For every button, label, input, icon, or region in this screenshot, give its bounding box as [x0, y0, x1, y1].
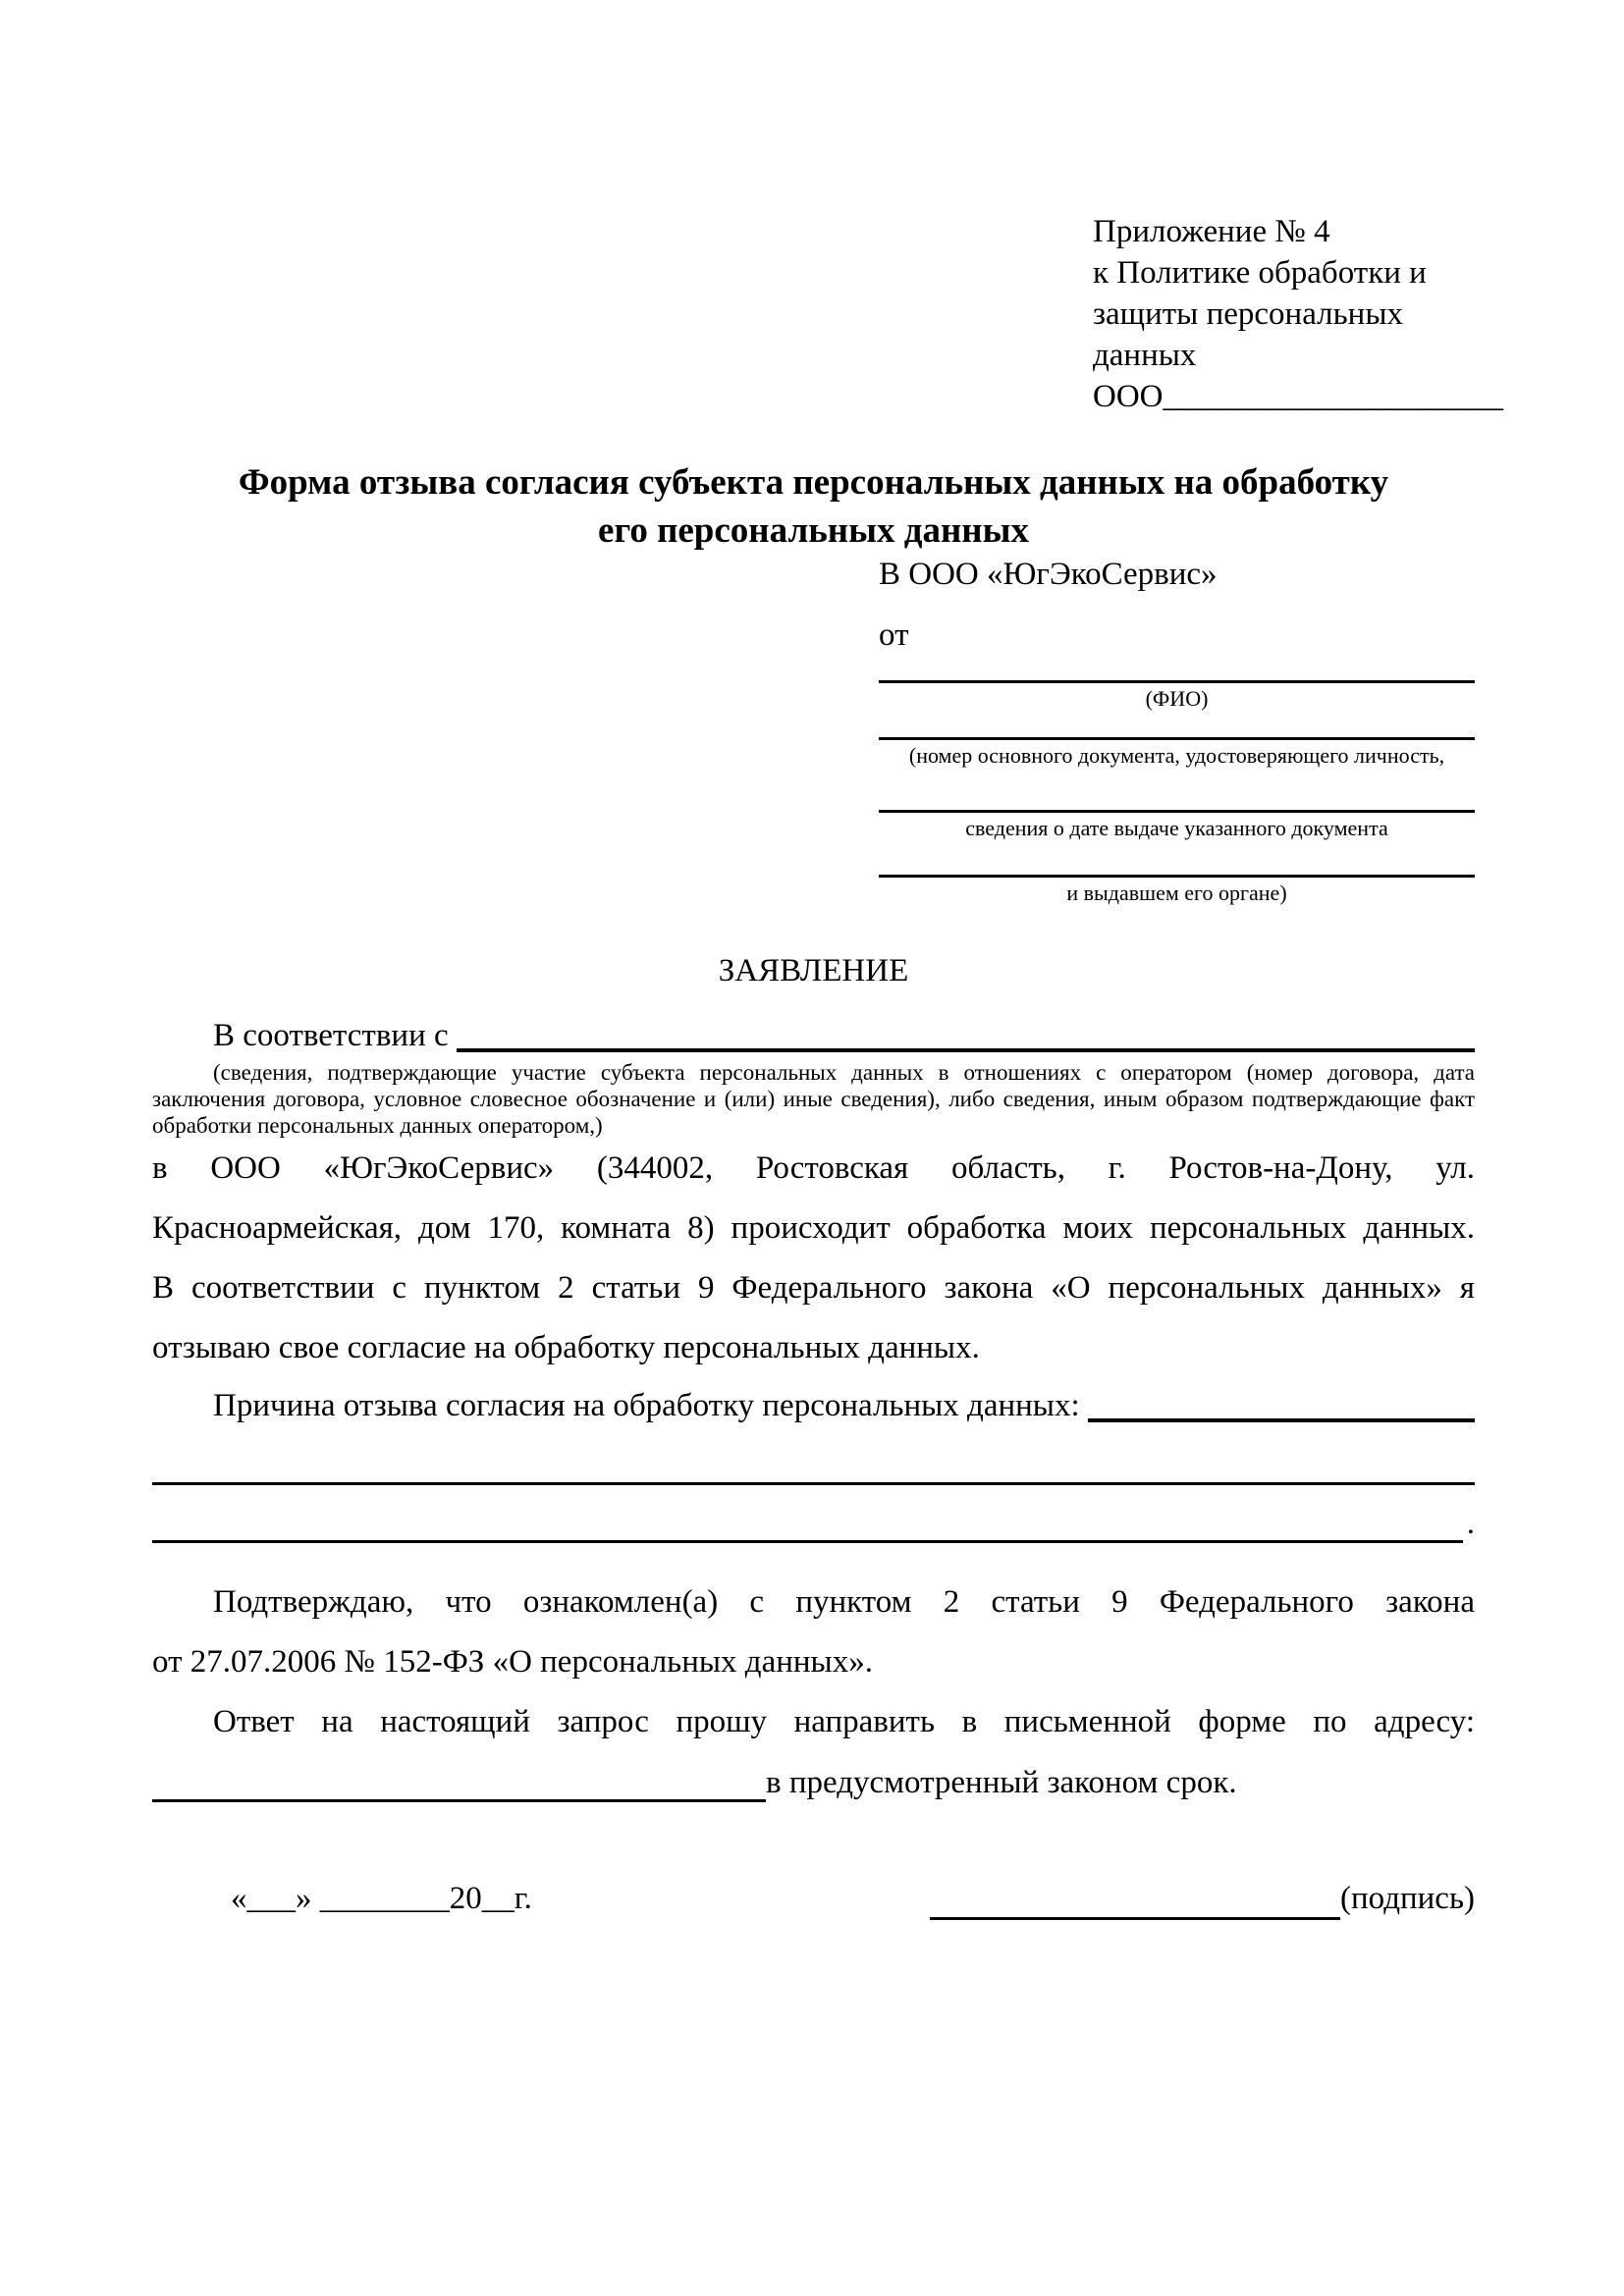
response-tail: в предусмотренный законом срок.	[766, 1765, 1237, 1800]
body-paragraph-line-4: отзываю свое согласие на обработку персональных данных.	[152, 1330, 980, 1365]
basis-note-line-1: (сведения, подтверждающие участие субъекта персональных данных в отношениях с оператором (номер договора, дата	[213, 1060, 1475, 1085]
body-paragraph	[152, 1139, 1475, 1378]
statement-heading: ЗАЯВЛЕНИЕ	[718, 953, 909, 988]
doc-date-field[interactable]	[879, 769, 1475, 813]
response-lead: Ответ на настоящий запрос прошу направить в письменной форме по адресу:	[213, 1704, 1475, 1739]
basis-lead: В соответствии с	[213, 1018, 449, 1053]
body-paragraph-line-2: Красноармейская, дом 170, комната 8) происходит обработка моих персональных данных.	[152, 1210, 1475, 1246]
reason-field-1[interactable]	[1088, 1384, 1475, 1422]
basis-field[interactable]	[457, 1014, 1475, 1052]
reason-field-3[interactable]	[152, 1485, 1463, 1543]
appendix-note	[1093, 211, 1503, 417]
confirm-line-1: Подтверждаю, что ознакомлен(а) с пунктом 2 статьи 9 Федерального закона	[213, 1584, 1475, 1620]
doc-number-caption: (номер основного документа, удостоверяющего личность,	[908, 743, 1445, 768]
response-paragraph	[152, 1692, 1475, 1814]
body-paragraph-line-3: В соответствии с пунктом 2 статьи 9 Федерального закона «О персональных данных» я	[152, 1270, 1475, 1306]
date-field[interactable]: «___» ________20__г.	[231, 1881, 532, 1916]
confirm-paragraph	[152, 1573, 1475, 1692]
ooo-blank-line[interactable]: ООО_____________________	[1093, 379, 1503, 414]
footer-row	[152, 1877, 1475, 1920]
appendix-note-line-1: Приложение № 4	[1093, 214, 1330, 249]
addressee-from-label: от	[879, 617, 909, 653]
doc-issuer-field[interactable]	[879, 841, 1475, 878]
basis-note	[152, 1059, 1475, 1139]
body-paragraph-line-1: в ООО «ЮгЭкоСервис» (344002, Ростовская область, г. Ростов-на-Дону, ул.	[152, 1150, 1475, 1186]
basis-row	[152, 1014, 1475, 1057]
doc-number-field[interactable]	[879, 712, 1475, 740]
signature-block	[930, 1877, 1475, 1920]
fio-field[interactable]	[879, 655, 1475, 683]
confirm-line-2: от 27.07.2006 № 152-ФЗ «О персональных данных».	[152, 1644, 873, 1680]
form-title-line-2: его персональных данных	[598, 510, 1029, 551]
doc-date-caption: сведения о дате выдаче указанного документа	[965, 816, 1388, 840]
fio-caption: (ФИО)	[1145, 686, 1209, 711]
addressee-organization: В ООО «ЮгЭкоСервис»	[879, 557, 1218, 592]
signature-caption: (подпись)	[1340, 1881, 1475, 1916]
form-title-line-1: Форма отзыва согласия субъекта персональных данных на обработку	[238, 462, 1389, 503]
addressee-block	[879, 555, 1475, 906]
basis-note-line-3: обработки персональных данных оператором,)	[152, 1113, 603, 1138]
response-line-2	[152, 1752, 1475, 1814]
reason-field-3-row	[152, 1485, 1475, 1543]
signature-field[interactable]	[930, 1878, 1340, 1920]
basis-note-line-2: заключения договора, условное словесное обозначение и (или) иные сведения), либо сведения, иным образом подтверждающие факт	[152, 1087, 1475, 1111]
address-field[interactable]	[152, 1752, 766, 1802]
form-title	[152, 458, 1475, 555]
reason-period: .	[1466, 1506, 1475, 1541]
appendix-note-line-3: защиты персональных данных	[1093, 296, 1403, 373]
appendix-note-line-2: к Политике обработки и	[1093, 255, 1427, 291]
reason-row	[152, 1384, 1475, 1427]
reason-label: Причина отзыва согласия на обработку персональных данных:	[213, 1388, 1080, 1423]
reason-field-2[interactable]	[152, 1427, 1475, 1485]
doc-issuer-caption: и выдавшем его органе)	[1066, 881, 1287, 905]
